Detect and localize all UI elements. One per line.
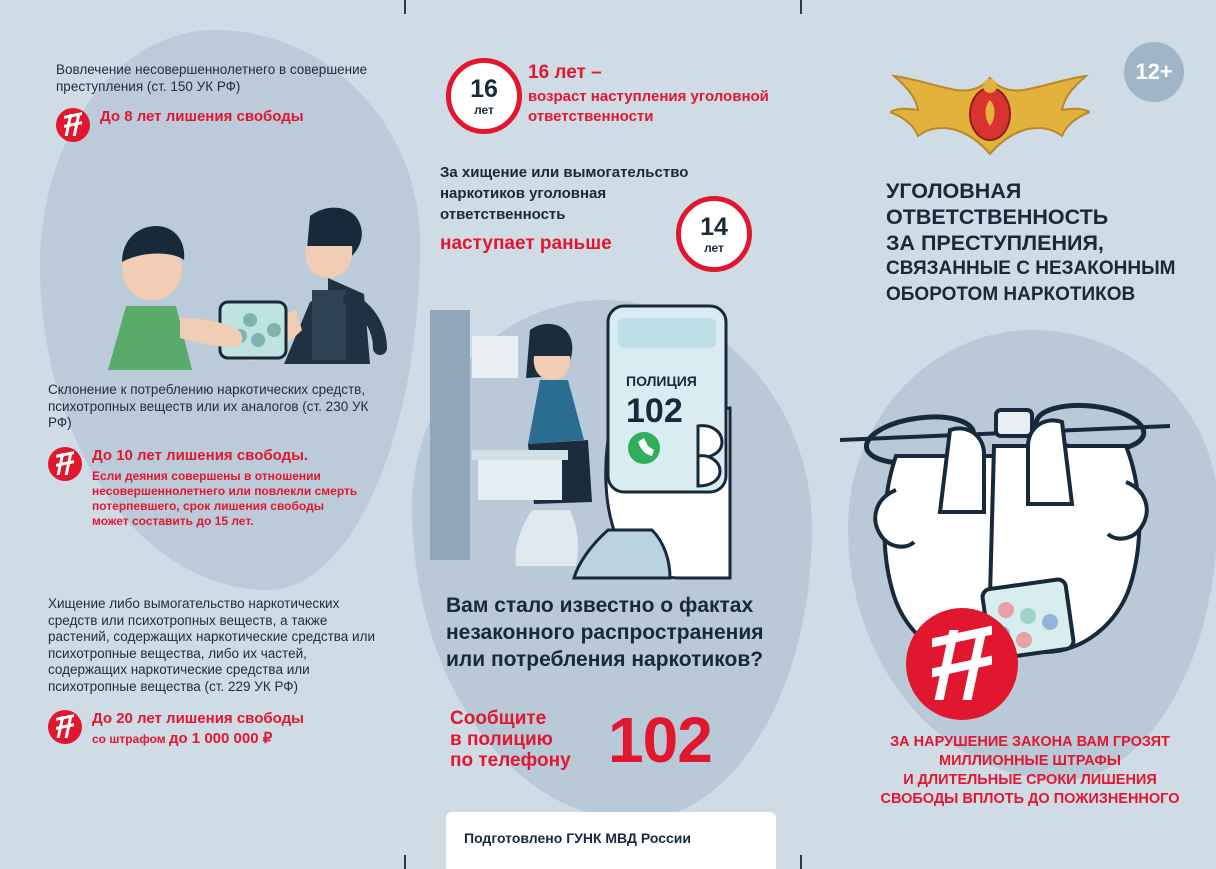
hash-icon — [48, 710, 82, 744]
left-block-1-penalty: До 8 лет лишения свободы — [100, 108, 304, 125]
hash-icon — [48, 447, 82, 481]
age-16-text-block — [528, 62, 778, 127]
report-number: 102 — [608, 704, 712, 776]
warning-text — [840, 733, 1216, 809]
hash-icon — [56, 108, 90, 142]
age-16-title: 16 лет – — [528, 62, 602, 83]
report-line-2: в полицию — [450, 729, 553, 750]
page-title — [886, 178, 1206, 308]
report-block — [450, 708, 571, 771]
age-14-number: 14 — [700, 212, 728, 241]
warning-line-3: И ДЛИТЕЛЬНЫЕ СРОКИ ЛИШЕНИЯ — [903, 772, 1157, 788]
question-text: Вам стало известно о фактах незаконного распространения или потребления наркотиков? — [446, 594, 764, 671]
illustration-handover — [60, 150, 400, 370]
warning-line-2: МИЛЛИОННЫЕ ШТРАФЫ — [939, 753, 1121, 769]
left-block-2 — [48, 382, 378, 529]
illustration-phone-report — [412, 300, 792, 600]
warning-line-1: ЗА НАРУШЕНИЕ ЗАКОНА ВАМ ГРОЗЯТ — [890, 734, 1170, 750]
report-line-3: по телефону — [450, 750, 571, 771]
crop-mark — [800, 0, 802, 14]
title-line-2: ОТВЕТСТВЕННОСТЬ — [886, 205, 1109, 229]
left-block-2-text: Склонение к потреблению наркотических средств, психотропных веществ или их аналогов (ст. 230 УК РФ) — [48, 382, 369, 430]
left-block-1 — [56, 62, 386, 142]
left-block-3-fine-prefix: со штрафом — [92, 732, 169, 746]
age-16-badge — [446, 58, 522, 134]
age-rating-badge: 12+ — [1124, 42, 1184, 102]
title-line-5: ОБОРОТОМ НАРКОТИКОВ — [886, 284, 1136, 305]
footer-card — [446, 812, 776, 869]
theft-text: За хищение или вымогательство наркотиков уголовная ответственность — [440, 164, 689, 223]
crop-mark — [404, 855, 406, 869]
age-16-number: 16 — [470, 74, 498, 103]
left-block-3-fine: до 1 000 000 ₽ — [168, 730, 273, 747]
left-block-2-penalty: До 10 лет лишения свободы. — [92, 446, 309, 464]
report-line-1: Сообщите — [450, 708, 547, 729]
left-block-3-text: Хищение либо вымогательство наркотических средств или психотропных веществ, а также растений, содержащих наркотические средства или психотропные вещества, либо их частей, содержащих наркотические средства или психотропные вещества (ст. 229 УК РФ) — [48, 596, 376, 694]
theft-block — [440, 162, 710, 255]
hash-icon-large — [906, 608, 1018, 720]
svg-text:ПОЛИЦИЯ: ПОЛИЦИЯ — [626, 373, 697, 389]
theft-red-text: наступает раньше — [440, 233, 612, 254]
footer-text: Подготовлено ГУНК МВД России — [464, 830, 691, 846]
left-block-3 — [48, 596, 378, 747]
warning-line-4: СВОБОДЫ ВПЛОТЬ ДО ПОЖИЗНЕННОГО — [880, 791, 1180, 807]
svg-text:102: 102 — [626, 392, 683, 430]
title-line-3: ЗА ПРЕСТУПЛЕНИЯ, — [886, 231, 1104, 255]
left-block-1-text: Вовлечение несовершеннолетнего в совершение преступления (ст. 150 УК РФ) — [56, 62, 368, 94]
left-block-2-note: Если деяния совершены в отношении несовершеннолетнего или повлекли смерть потерпевшего, срок лишения свободы может составить до 15 лет. — [92, 468, 358, 528]
crop-mark — [404, 0, 406, 14]
left-block-3-penalty: До 20 лет лишения свободы — [92, 710, 304, 727]
title-line-1: УГОЛОВНАЯ — [886, 179, 1022, 203]
crop-mark — [800, 855, 802, 869]
age-14-badge — [676, 196, 752, 272]
age-14-unit: лет — [704, 240, 724, 255]
mvd-emblem-icon — [890, 70, 1090, 166]
age-16-unit: лет — [474, 102, 494, 117]
age-16-description: возраст наступления уголовной ответственности — [528, 88, 769, 125]
title-line-4: СВЯЗАННЫЕ С НЕЗАКОННЫМ — [886, 258, 1176, 279]
